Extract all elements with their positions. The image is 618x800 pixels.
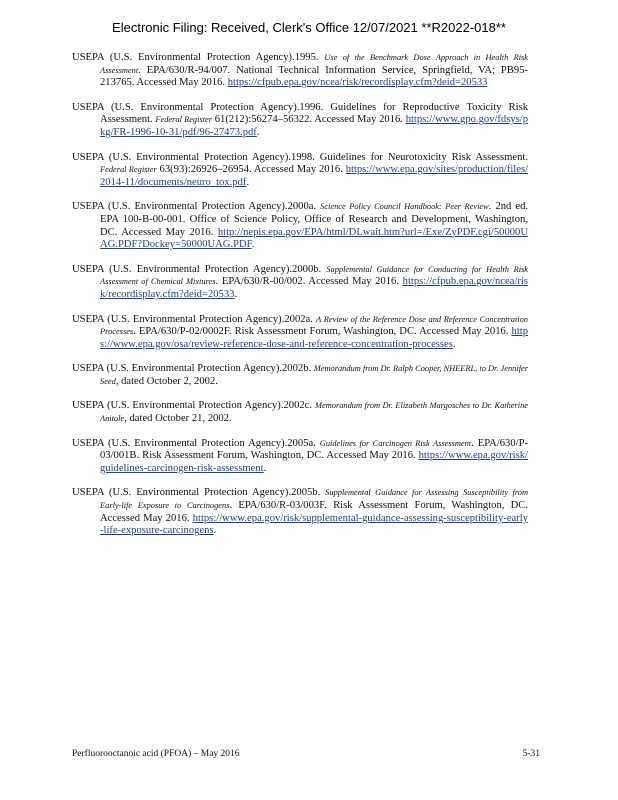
reference-text: USEPA (U.S. Environmental Protection Agency).1998. Guidelines for Neurotoxicity Risk Assessment. <box>72 151 528 163</box>
reference-link[interactable]: http://nepis.epa.gov/EPA/html/DLwait.htm?url=/Exe/ZyPDF.cgi/50000UAG.PDF?Dockey=50000UAG.PDF <box>100 226 528 251</box>
reference-title: Supplemental Guidance for Assessing Susceptibility from Early-life Exposure to Carcinogens <box>100 488 528 511</box>
reference-entry <box>72 400 528 425</box>
reference-title: Federal Register <box>155 115 212 125</box>
reference-end: . <box>246 176 250 188</box>
reference-text: USEPA (U.S. Environmental Protection Agency).1996. Guidelines for Reproductive Toxicity Risk Assessment. <box>72 101 528 126</box>
footer-document-title: Perfluorooctanoic acid (PFOA) – May 2016 <box>72 749 240 759</box>
reference-end: . <box>251 239 255 251</box>
reference-text: . EPA/630/R-00/002. Accessed May 2016. <box>215 276 403 288</box>
reference-link[interactable]: https://cfpub.epa.gov/ncea/risk/recordisplay.cfm?deid=20533 <box>227 77 488 89</box>
reference-entry <box>72 52 528 90</box>
reference-text: . EPA/630/P-03/001B. Risk Assessment Forum, Washington, DC. Accessed May 2016. <box>100 437 528 462</box>
reference-link[interactable]: https://www.epa.gov/risk/guidelines-carcinogen-risk-assessment <box>100 450 528 474</box>
reference-link[interactable]: https://cfpub.epa.gov/ncea/risk/recordisplay.cfm?deid=20533 <box>100 276 528 300</box>
reference-text: USEPA (U.S. Environmental Protection Agency).2002c. <box>72 400 316 412</box>
reference-text: USEPA (U.S. Environmental Protection Agency).2005a. <box>72 437 320 449</box>
reference-text: USEPA (U.S. Environmental Protection Agency).2000a. <box>72 201 321 213</box>
reference-title: Supplemental Guidance for Conducting for Health Risk Assessment of Chemical Mixtures <box>100 264 528 287</box>
filing-header: Electronic Filing: Received, Clerk's Office 12/07/2021 **R2022-018** <box>112 20 506 35</box>
reference-title: Memorandum from Dr. Ralph Cooper, NHEERL, to Dr. Jennifer Seed <box>100 364 528 386</box>
reference-title: Science Policy Council Handbook: Peer Review <box>320 202 489 212</box>
reference-entry <box>72 201 528 251</box>
reference-text: , dated October 2, 2002. <box>115 375 218 387</box>
page-number: 5-31 <box>522 749 540 759</box>
reference-end: . <box>234 288 238 300</box>
reference-text: , dated October 21, 2002. <box>124 413 232 425</box>
reference-text: 61(212):56274–56322. Accessed May 2016. <box>212 114 406 126</box>
reference-text: USEPA (U.S. Environmental Protection Agency).2000b. <box>72 263 327 275</box>
reference-link[interactable]: https://www.epa.gov/sites/production/files/2014-11/documents/neuro_tox.pdf <box>100 164 529 188</box>
reference-entry <box>72 438 528 476</box>
reference-text: . EPA/630/R-94/007. National Technical Information Service, Springfield, VA; PB95-213765. Accessed May 2016. <box>100 64 528 89</box>
page-footer <box>72 749 540 759</box>
reference-end: . <box>263 462 267 474</box>
reference-text: USEPA (U.S. Environmental Protection Agency).2005b. <box>72 487 326 499</box>
reference-title: Memorandum from Dr. Elizabeth Margosches to Dr. Katherine Anitole <box>100 401 529 424</box>
reference-text: . EPA/630/P-02/0002F. Risk Assessment Forum, Washington, DC. Accessed May 2016. <box>133 326 512 338</box>
reference-end: . <box>213 525 217 537</box>
reference-entry <box>72 487 528 537</box>
reference-entry <box>72 152 528 190</box>
reference-link[interactable]: https://www.gpo.gov/fdsys/pkg/FR-1996-10-31/pdf/96-27473.pdf <box>100 114 529 138</box>
reference-text: USEPA (U.S. Environmental Protection Agency).1995. <box>72 52 325 63</box>
reference-text: 63(93):26926–26954. Accessed May 2016. <box>156 164 346 176</box>
reference-title: Use of the Benchmark Dose Approach in Health Risk Assessment <box>100 53 528 75</box>
reference-entry <box>72 102 528 140</box>
reference-list <box>72 52 528 550</box>
reference-link[interactable]: https://www.epa.gov/osa/review-reference-dose-and-reference-concentration-processes <box>100 326 528 350</box>
reference-end: . <box>256 126 260 138</box>
reference-text: USEPA (U.S. Environmental Protection Agency).2002a. <box>72 313 317 325</box>
reference-title: Federal Register <box>100 165 157 175</box>
reference-entry <box>72 264 528 302</box>
reference-entry <box>72 314 528 352</box>
reference-end: . <box>452 338 456 350</box>
reference-text: USEPA (U.S. Environmental Protection Agency).2002b. <box>72 363 314 375</box>
reference-link[interactable]: https://www.epa.gov/risk/supplemental-guidance-assessing-susceptibility-early-life-exposure-carcinogens <box>100 512 528 537</box>
reference-text: . 2nd ed. EPA 100-B-00-001. Office of Science Policy, Office of Research and Development, Washington, DC. Accessed May 2016. <box>100 201 529 238</box>
reference-title: Guidelines for Carcinogen Risk Assessment <box>319 438 472 448</box>
reference-entry <box>72 363 528 388</box>
reference-title: A Review of the Reference Dose and Reference Concentration Processes <box>100 314 528 337</box>
reference-text: . EPA/630/R-03/003F. Risk Assessment Forum, Washington, DC. Accessed May 2016. <box>100 500 528 524</box>
